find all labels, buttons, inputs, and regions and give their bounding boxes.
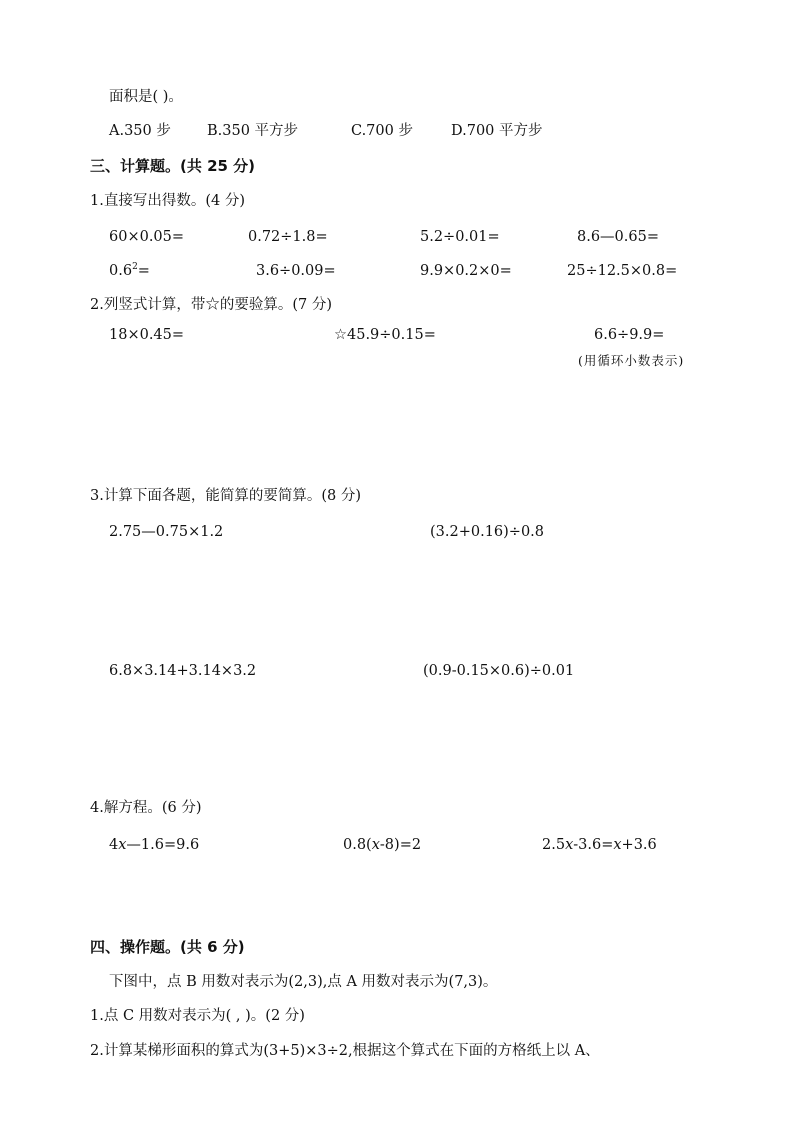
q3-item: 2.75—0.75×1.2: [109, 524, 224, 540]
q2-item: 18×0.45=: [109, 327, 185, 343]
q1-item: 0.72÷1.8=: [248, 229, 328, 245]
eq2-var: x: [371, 837, 380, 853]
q1-item: 60×0.05=: [109, 229, 185, 245]
q1-item: 9.9×0.2×0=: [420, 263, 512, 279]
option-d: D.700 平方步: [451, 123, 543, 139]
square-equals: =: [137, 263, 150, 279]
section-4-title: 四、操作题。(共 6 分): [90, 938, 245, 956]
q2-item: 6.6÷9.9=: [594, 327, 665, 343]
q3-item: (0.9-0.15×0.6)÷0.01: [423, 663, 575, 679]
eq3-rest: +3.6: [621, 837, 657, 853]
q1-label: 1.直接写出得数。(4 分): [90, 193, 245, 209]
section-3-title: 三、计算题。(共 25 分): [90, 157, 256, 175]
equation-3: [542, 836, 657, 854]
q3-item: (3.2+0.16)÷0.8: [430, 524, 545, 540]
s4-q2: 2.计算某梯形面积的算式为(3+5)×3÷2,根据这个算式在下面的方格纸上以 A、: [90, 1043, 600, 1059]
square-exponent: 2: [132, 262, 138, 273]
equation-2: [343, 836, 421, 854]
eq2-rest: -8)=2: [379, 837, 422, 853]
q1-item: 25÷12.5×0.8=: [567, 263, 678, 279]
section-4-intro: 下图中，点 B 用数对表示为(2,3),点 A 用数对表示为(7,3)。: [109, 974, 498, 990]
q2-note: (用循环小数表示): [578, 353, 685, 368]
option-c: C.700 步: [351, 123, 413, 139]
equation-1: [109, 836, 199, 854]
q3-label: 3.计算下面各题，能简算的要简算。(8 分): [90, 488, 361, 504]
square-base: 0.6: [109, 263, 133, 279]
eq1-rest: —1.6=9.6: [126, 837, 200, 853]
eq3-var-right: x: [613, 837, 622, 853]
q3-item: 6.8×3.14+3.14×3.2: [109, 663, 257, 679]
question-continuation: 面积是( )。: [109, 89, 183, 105]
q4-label: 4.解方程。(6 分): [90, 800, 202, 816]
option-b: B.350 平方步: [207, 123, 299, 139]
q2-label: 2.列竖式计算，带☆的要验算。(7 分): [90, 297, 332, 313]
eq3-mid: -3.6=: [573, 837, 614, 853]
q1-item: 8.6—0.65=: [577, 229, 659, 245]
option-a: A.350 步: [109, 123, 171, 139]
s4-q1: 1.点 C 用数对表示为( , )。(2 分): [90, 1008, 305, 1024]
eq3-coef: 2.5: [542, 837, 566, 853]
eq1-var: x: [118, 837, 127, 853]
eq3-var-left: x: [565, 837, 574, 853]
q1-item-square: [109, 262, 150, 280]
q1-item: 5.2÷0.01=: [420, 229, 500, 245]
eq2-coef: 0.8(: [343, 837, 372, 853]
q2-item-starred: ☆45.9÷0.15=: [334, 327, 436, 343]
eq1-coef: 4: [109, 837, 119, 853]
q1-item: 3.6÷0.09=: [256, 263, 336, 279]
